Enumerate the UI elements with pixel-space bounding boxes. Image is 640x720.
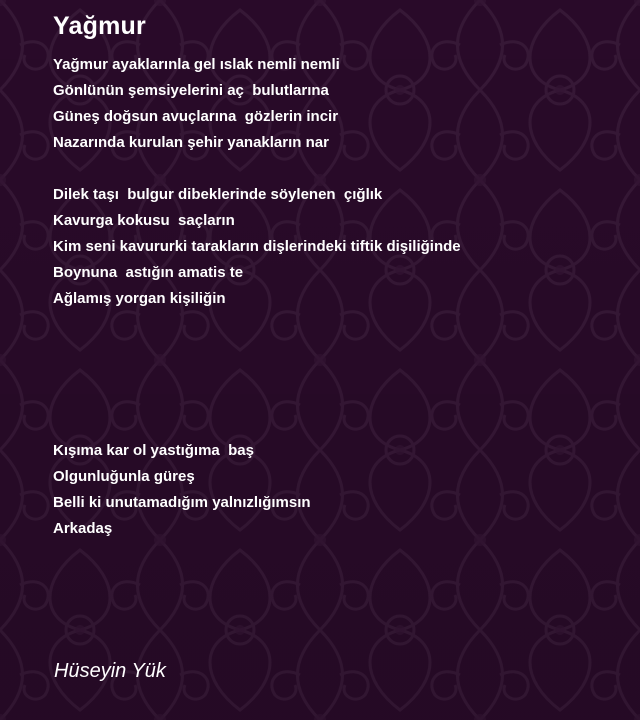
poem-line: Belli ki unutamadığım yalnızlığımsın [53, 494, 311, 511]
poem-line: Kışıma kar ol yastığıma baş [53, 442, 254, 459]
poem-line: Kavurga kokusu saçların [53, 212, 235, 229]
poem-line: Olgunluğunla güreş [53, 468, 195, 485]
poem-line: Arkadaş [53, 520, 113, 537]
poem-line: Ağlamış yorgan kişiliğin [53, 290, 226, 307]
poem-line: Dilek taşı bulgur dibeklerinde söylenen çığlık [53, 186, 383, 203]
stanza-2 [53, 182, 461, 312]
poem-author: Hüseyin Yük [54, 660, 166, 682]
poem-line: Güneş doğsun avuçlarına gözlerin incir [53, 108, 339, 125]
poem-line: Yağmur ayaklarınla gel ıslak nemli nemli [53, 56, 340, 73]
poem-line: Gönlünün şemsiyelerini aç bulutlarına [53, 82, 329, 99]
stanza-3 [53, 438, 311, 542]
poem-line: Boynuna astığın amatis te [53, 264, 244, 281]
stanza-1 [53, 52, 340, 156]
poem-line: Nazarında kurulan şehir yanakların nar [53, 134, 329, 151]
poem-line: Kim seni kavururki tarakların dişlerindeki tiftik dişiliğinde [53, 238, 461, 255]
poem-title: Yağmur [53, 12, 146, 40]
